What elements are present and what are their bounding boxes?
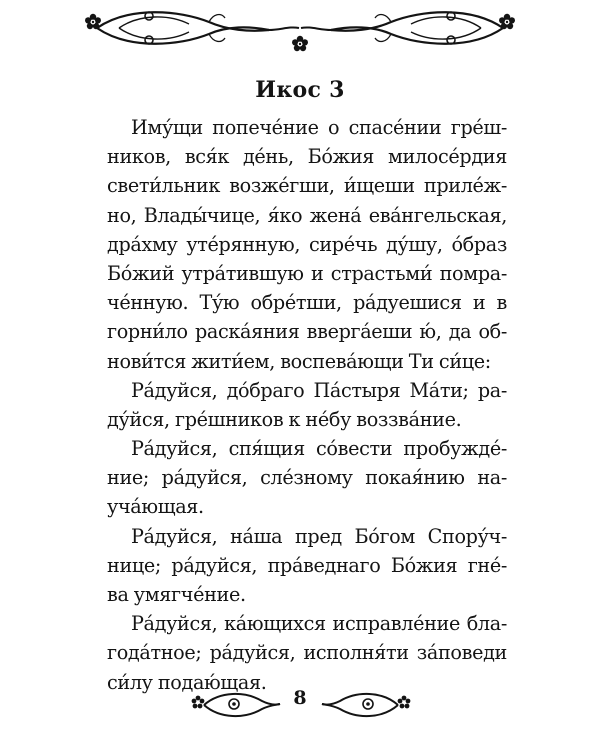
- text-line: си́лу подаю́щая.: [107, 670, 267, 694]
- page-number: 8: [293, 687, 307, 709]
- text-line: нови́тся жити́ем, воспева́ющи Ти си́це:: [107, 349, 491, 373]
- text-line: Бо́жий утра́тившую и страстьми́ помра-: [107, 261, 507, 285]
- text-line: Ра́дуйся, до́браго Па́стыря Ма́ти; ра-: [131, 378, 507, 402]
- floral-scroll-ornament-icon: [190, 689, 282, 719]
- section-heading: Икос 3: [255, 77, 345, 103]
- floral-scroll-ornament-icon: [320, 689, 412, 719]
- text-line: Ра́дуйся, ка́ющихся исправле́ние бла-: [131, 612, 507, 636]
- text-line: ва умягче́ние.: [107, 583, 246, 606]
- text-line: года́тное; ра́дуйся, исполня́ти за́поведи: [107, 641, 507, 665]
- page-footer: [0, 685, 600, 725]
- text-line: уча́ющая.: [107, 495, 204, 519]
- text-line: нице; ра́дуйся, пра́веднаго Бо́жия гне́-: [107, 553, 507, 577]
- text-line: дра́хму уте́рянную, сире́чь ду́шу, о́браз: [107, 232, 507, 256]
- text-line: свети́льник возже́гши, и́щеши приле́ж-: [107, 174, 507, 198]
- text-line: Ра́дуйся, на́ша пред Бо́гом Спору́ч-: [131, 524, 507, 548]
- floral-headpiece-icon: [75, 8, 525, 52]
- text-line: Иму́щи попече́ние о спасе́нии гре́ш-: [131, 116, 507, 139]
- text-line: ников, вся́к де́нь, Бо́жия милосе́рдия: [107, 145, 507, 169]
- text-line: че́нную. Ту́ю обре́тши, ра́дуешися и в: [107, 291, 507, 315]
- text-line: но, Влады́чице, я́ко жена́ ева́нгельская,: [107, 203, 507, 227]
- text-line: ние; ра́дуйся, сле́зному покая́нию на-: [107, 466, 507, 490]
- text-line: горни́ло раска́яния вверга́еши ю́, да об-: [107, 320, 507, 344]
- text-line: Ра́дуйся, спя́щия со́вести пробужде́-: [131, 437, 507, 461]
- prayer-text: [107, 113, 507, 697]
- text-line: ду́йся, гре́шников к не́бу воззва́ние.: [107, 407, 462, 431]
